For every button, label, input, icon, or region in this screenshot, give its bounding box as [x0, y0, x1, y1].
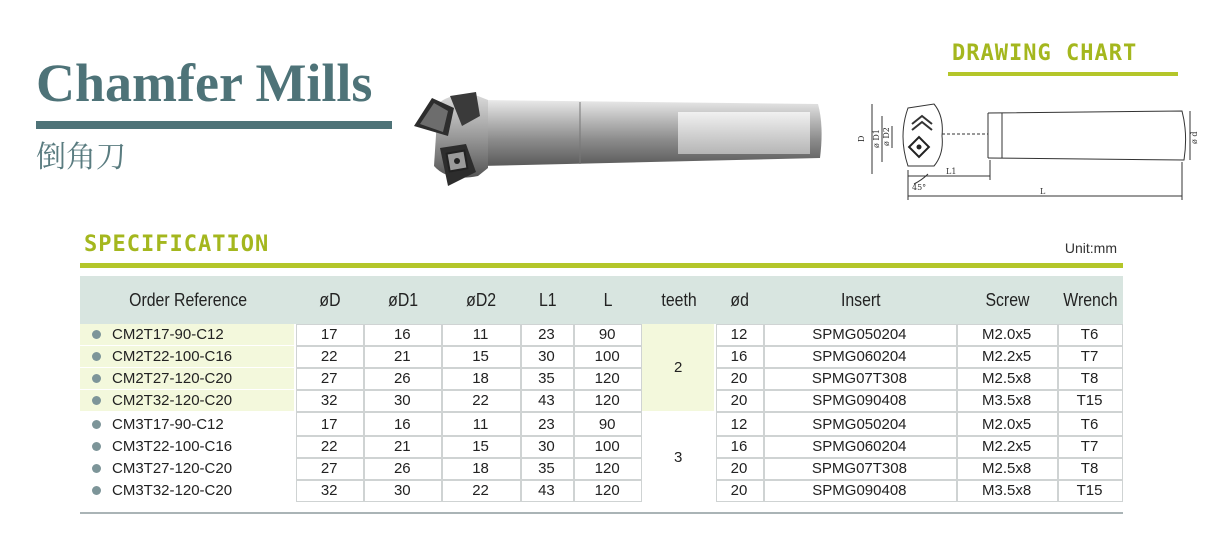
cell-order-reference [80, 458, 296, 480]
cell-L: 120 [574, 390, 642, 412]
cell-L1: 35 [521, 458, 575, 480]
col-D: øD [300, 276, 360, 324]
cell-D: 32 [296, 390, 364, 412]
cell-D: 17 [296, 412, 364, 436]
cell-wrench: T15 [1058, 390, 1123, 412]
title-underline [36, 121, 392, 129]
col-d: ød [719, 276, 761, 324]
label-d: ø d [1190, 131, 1199, 144]
cell-D: 22 [296, 346, 364, 368]
cell-d: 12 [716, 324, 763, 346]
label-D1: ø D1 [872, 129, 881, 148]
cell-D1: 26 [364, 368, 442, 390]
cell-order-reference [80, 390, 296, 412]
table-row [80, 368, 1123, 390]
bullet-icon [92, 420, 101, 429]
bullet-icon [92, 486, 101, 495]
cell-L: 120 [574, 458, 642, 480]
cell-screw: M3.5x8 [957, 390, 1058, 412]
cell-d: 12 [716, 412, 763, 436]
page-subtitle-chinese: 倒角刀 [36, 140, 126, 175]
unit-label: Unit:mm [1064, 240, 1117, 256]
cell-insert: SPMG090408 [764, 480, 958, 502]
cell-d: 20 [716, 368, 763, 390]
bullet-icon [92, 464, 101, 473]
cell-order-reference [80, 346, 296, 368]
cell-d: 20 [716, 480, 763, 502]
cell-wrench: T7 [1058, 346, 1123, 368]
cell-screw: M3.5x8 [957, 480, 1058, 502]
order-reference-text: CM2T32-120-C20 [112, 392, 233, 409]
table-row [80, 346, 1123, 368]
cell-d: 16 [716, 346, 763, 368]
cell-L: 100 [574, 346, 642, 368]
specification-table [80, 276, 1123, 502]
cell-L: 120 [574, 368, 642, 390]
cell-wrench: T15 [1058, 480, 1123, 502]
page-title: Chamfer Mills [36, 53, 373, 113]
label-angle: 45° [912, 183, 927, 192]
cell-L: 90 [574, 412, 642, 436]
specification-heading: SPECIFICATION [84, 232, 270, 257]
col-teeth: teeth [647, 276, 712, 324]
cell-L1: 23 [521, 324, 575, 346]
cell-insert: SPMG060204 [764, 436, 958, 458]
cell-order-reference [80, 480, 296, 502]
order-reference-text: CM3T17-90-C12 [112, 416, 224, 433]
cell-D2: 22 [442, 390, 520, 412]
table-row [80, 324, 1123, 346]
cell-D: 17 [296, 324, 364, 346]
cell-D: 27 [296, 368, 364, 390]
col-screw: Screw [963, 276, 1052, 324]
specification-underline [80, 263, 1123, 268]
cell-wrench: T7 [1058, 436, 1123, 458]
bullet-icon [92, 396, 101, 405]
table-bottom-rule [80, 512, 1123, 514]
cell-D2: 15 [442, 346, 520, 368]
label-L1: L1 [946, 167, 957, 176]
cell-D1: 16 [364, 412, 442, 436]
bullet-icon [92, 374, 101, 383]
table-header-row [80, 276, 1123, 324]
cell-screw: M2.5x8 [957, 458, 1058, 480]
dimension-drawing [852, 96, 1202, 206]
cell-D2: 18 [442, 458, 520, 480]
cell-L1: 30 [521, 436, 575, 458]
cell-wrench: T6 [1058, 324, 1123, 346]
cell-wrench: T8 [1058, 368, 1123, 390]
cell-D2: 22 [442, 480, 520, 502]
col-wrench: Wrench [1062, 276, 1119, 324]
cell-L1: 43 [521, 390, 575, 412]
bullet-icon [92, 352, 101, 361]
col-D2: øD2 [447, 276, 516, 324]
cell-L1: 23 [521, 412, 575, 436]
cell-insert: SPMG060204 [764, 346, 958, 368]
cell-screw: M2.0x5 [957, 324, 1058, 346]
cell-D: 27 [296, 458, 364, 480]
cell-d: 20 [716, 390, 763, 412]
table-row [80, 436, 1123, 458]
cell-screw: M2.0x5 [957, 412, 1058, 436]
cell-teeth: 2 [642, 324, 716, 412]
order-reference-text: CM2T27-120-C20 [112, 370, 233, 387]
table-row [80, 412, 1123, 436]
label-L: L [1040, 187, 1046, 196]
cell-order-reference [80, 324, 296, 346]
cell-insert: SPMG07T308 [764, 368, 958, 390]
cell-insert: SPMG090408 [764, 390, 958, 412]
cell-L1: 30 [521, 346, 575, 368]
cell-D1: 21 [364, 436, 442, 458]
cell-order-reference [80, 412, 296, 436]
cell-insert: SPMG07T308 [764, 458, 958, 480]
cell-D2: 18 [442, 368, 520, 390]
cell-L: 90 [574, 324, 642, 346]
cell-wrench: T8 [1058, 458, 1123, 480]
table-row [80, 390, 1123, 412]
cell-D: 32 [296, 480, 364, 502]
cell-d: 20 [716, 458, 763, 480]
order-reference-text: CM3T27-120-C20 [112, 460, 233, 477]
col-D1: øD1 [369, 276, 438, 324]
col-insert: Insert [775, 276, 945, 324]
cell-order-reference [80, 368, 296, 390]
cell-d: 16 [716, 436, 763, 458]
cell-D1: 30 [364, 480, 442, 502]
cell-D: 22 [296, 436, 364, 458]
cell-L1: 43 [521, 480, 575, 502]
bullet-icon [92, 442, 101, 451]
cell-wrench: T6 [1058, 412, 1123, 436]
cell-L1: 35 [521, 368, 575, 390]
cell-insert: SPMG050204 [764, 412, 958, 436]
label-D2: ø D2 [882, 127, 891, 146]
cell-insert: SPMG050204 [764, 324, 958, 346]
cell-D1: 26 [364, 458, 442, 480]
col-L: L [578, 276, 638, 324]
order-reference-text: CM3T32-120-C20 [112, 482, 233, 499]
bullet-icon [92, 330, 101, 339]
order-reference-text: CM2T22-100-C16 [112, 348, 233, 365]
col-L1: L1 [524, 276, 571, 324]
table-row [80, 480, 1123, 502]
table-row [80, 458, 1123, 480]
cell-screw: M2.2x5 [957, 436, 1058, 458]
cell-D2: 15 [442, 436, 520, 458]
cell-D1: 21 [364, 346, 442, 368]
drawing-chart-underline [948, 72, 1178, 76]
drawing-chart-heading: DRAWING CHART [952, 41, 1138, 66]
cell-D2: 11 [442, 324, 520, 346]
cell-screw: M2.5x8 [957, 368, 1058, 390]
cell-D1: 30 [364, 390, 442, 412]
cell-D2: 11 [442, 412, 520, 436]
cell-teeth: 3 [642, 412, 716, 502]
chamfer-mill-photo [410, 86, 830, 192]
col-order-reference: Order Reference [93, 276, 283, 324]
cell-L: 100 [574, 436, 642, 458]
cell-L: 120 [574, 480, 642, 502]
label-D: D [857, 135, 866, 142]
cell-order-reference [80, 436, 296, 458]
order-reference-text: CM3T22-100-C16 [112, 438, 233, 455]
cell-D1: 16 [364, 324, 442, 346]
cell-screw: M2.2x5 [957, 346, 1058, 368]
order-reference-text: CM2T17-90-C12 [112, 326, 224, 343]
